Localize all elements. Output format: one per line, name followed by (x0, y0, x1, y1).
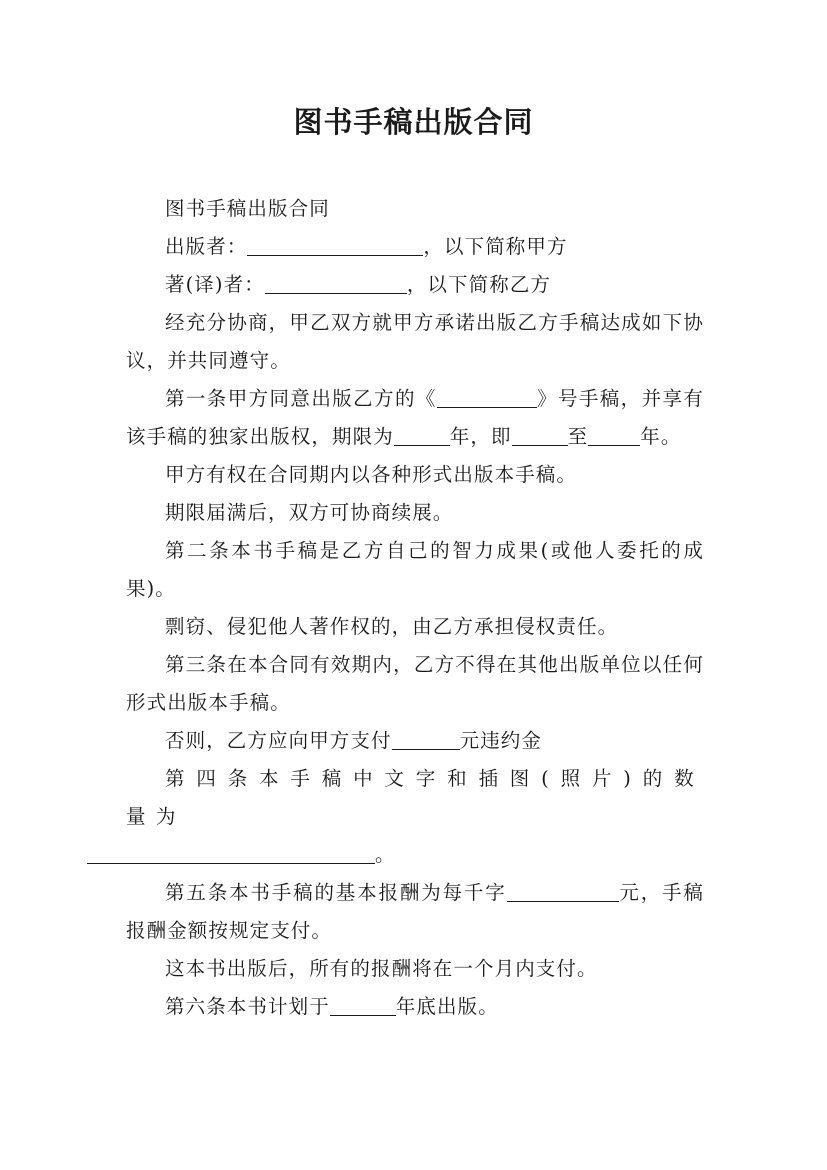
term-years-blank (394, 425, 450, 446)
manuscript-name-blank (437, 387, 537, 408)
article-5-text-b: 元，手稿报酬金额按规定支付。 (126, 881, 704, 942)
article-4-text: 第四条本手稿中文字和插图(照片)的数量为 (126, 767, 704, 828)
paragraph-article-4 (126, 760, 704, 874)
paragraph-article-5 (126, 874, 704, 950)
article-4-end: 。 (375, 843, 396, 866)
publish-year-blank (330, 995, 396, 1016)
paragraph-plagiarism (126, 608, 704, 646)
document-title: 图书手稿出版合同 (293, 105, 534, 139)
paragraph-article-3 (126, 646, 704, 722)
article-1-text-d: 至 (567, 425, 589, 448)
paragraph-article-2 (126, 532, 704, 608)
penalty-amount-blank (392, 729, 460, 750)
article-5-text-a: 第五条本书手稿的基本报酬为每千字 (165, 881, 507, 904)
word-count-blank (87, 843, 375, 864)
agreement-text: 经充分协商，甲乙双方就甲方承诺出版乙方手稿达成如下协议，并共同遵守。 (126, 311, 704, 372)
paragraph-rights (126, 456, 704, 494)
plagiarism-text: 剽窃、侵犯他人著作权的，由乙方承担侵权责任。 (165, 615, 619, 638)
article-6-text-a: 第六条本书计划于 (165, 995, 330, 1018)
article-6-text-b: 年底出版。 (395, 995, 499, 1018)
article-1-text-a: 第一条甲方同意出版乙方的《 (165, 387, 437, 410)
article-1-text-e: 年。 (640, 425, 682, 448)
paragraph-author (126, 266, 704, 304)
paragraph-article-6 (126, 988, 704, 1026)
article-2-text: 第二条本书手稿是乙方自己的智力成果(或他人委托的成果)。 (126, 539, 704, 600)
rights-text: 甲方有权在合同期内以各种形式出版本手稿。 (165, 463, 578, 486)
penalty-text-b: 元违约金 (459, 729, 543, 752)
term-to-blank (588, 425, 640, 446)
author-label: 著(译)者： (165, 273, 265, 296)
renewal-text: 期限届满后，双方可协商续展。 (165, 501, 454, 524)
document-body (126, 190, 704, 1026)
paragraph-renewal (126, 494, 704, 532)
rate-blank (507, 881, 619, 902)
author-suffix: ，以下简称乙方 (406, 273, 552, 296)
author-blank (265, 273, 407, 294)
paragraph-heading-text: 图书手稿出版合同 (165, 197, 330, 220)
paragraph-article-1 (126, 380, 704, 456)
paragraph-publisher (126, 228, 704, 266)
publisher-blank (247, 235, 423, 256)
article-1-text-c: 年，即 (449, 425, 512, 448)
paragraph-payment (126, 950, 704, 988)
penalty-text-a: 否则，乙方应向甲方支付 (165, 729, 392, 752)
paragraph-heading (126, 190, 704, 228)
publisher-label: 出版者： (165, 235, 248, 258)
article-1-text-b: 》号手稿，并享有该手稿的独家出版权，期限为 (126, 387, 704, 448)
article-3-text: 第三条在本合同有效期内，乙方不得在其他出版单位以任何形式出版本手稿。 (126, 653, 704, 714)
publisher-suffix: ，以下简称甲方 (423, 235, 568, 258)
payment-text: 这本书出版后，所有的报酬将在一个月内支付。 (165, 957, 598, 980)
term-from-blank (512, 425, 568, 446)
paragraph-penalty (126, 722, 704, 760)
paragraph-agreement (126, 304, 704, 380)
